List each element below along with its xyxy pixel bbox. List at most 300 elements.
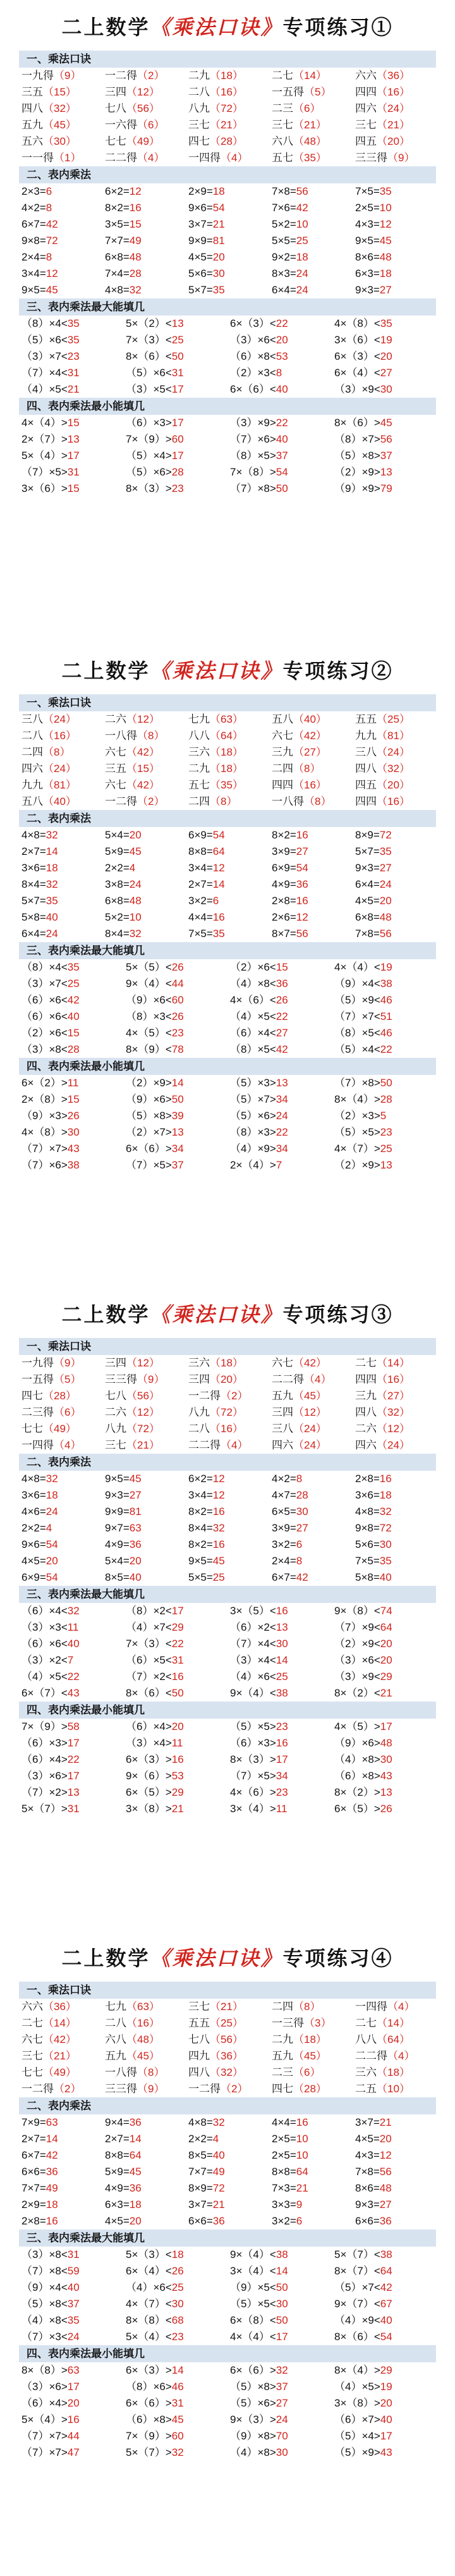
- answer-text: 13: [171, 1126, 184, 1138]
- problem-item: [228, 1652, 332, 1669]
- answer-text: 42: [296, 202, 308, 214]
- problem-text: 7×5=: [355, 1555, 380, 1567]
- answer-text: 27: [379, 2199, 392, 2211]
- problem-item: [186, 1388, 269, 1404]
- problem-item: [19, 381, 123, 398]
- answer-text: （18）: [210, 1357, 243, 1369]
- problem-item: [186, 101, 269, 117]
- problem-item: [332, 332, 436, 348]
- problem-item: [186, 1504, 269, 1520]
- problem-text: 9×2=: [272, 251, 296, 263]
- answer-text: 38: [380, 2248, 392, 2260]
- answer-text: （12）: [126, 1357, 160, 1369]
- problem-text: （7）×8>: [230, 482, 276, 494]
- answer-text: 45: [212, 1555, 225, 1567]
- problem-item: [123, 365, 228, 381]
- answer-text: 16: [212, 911, 225, 923]
- answer-text: 40: [379, 1571, 392, 1583]
- problem-item: [19, 1141, 123, 1157]
- problem-item: [228, 1157, 332, 1174]
- answer-text: 32: [276, 2364, 288, 2376]
- problem-item: [186, 1569, 269, 1586]
- problem-text: 6×9=: [188, 829, 213, 841]
- problem-item: [269, 1999, 353, 2015]
- answer-text: 40: [380, 2413, 392, 2426]
- problem-item: [332, 1636, 436, 1652]
- problem-item: [228, 1685, 332, 1702]
- problem-item: [332, 1669, 436, 1685]
- answer-text: （24）: [293, 1423, 327, 1435]
- problem-text: 二六: [105, 713, 126, 725]
- answer-text: 59: [67, 2265, 80, 2277]
- problem-item: [19, 926, 102, 942]
- problem-item: [19, 1652, 123, 1669]
- problem-item: [19, 2147, 102, 2164]
- answer-text: 50: [276, 2281, 288, 2293]
- problem-item: [19, 1471, 102, 1487]
- answer-text: 23: [380, 1126, 392, 1138]
- problem-text: （8）×5<: [230, 1043, 276, 1055]
- problem-text: 2×3=: [21, 185, 46, 197]
- problem-text: 8×2=: [188, 1506, 213, 1518]
- problem-item: [353, 2064, 436, 2081]
- problem-item: [269, 2032, 353, 2048]
- answer-text: 51: [380, 1010, 392, 1022]
- problem-item: [19, 216, 102, 233]
- problem-text: （2）×9>: [126, 1077, 172, 1089]
- problem-text: 4×5=: [21, 1555, 46, 1567]
- problem-text: 4×（4）<: [230, 2331, 276, 2343]
- worksheet-2: [0, 644, 455, 1287]
- problem-item: [123, 2395, 228, 2412]
- title-topic: 《乘法口诀》: [150, 15, 283, 39]
- answer-text: 13: [380, 466, 392, 478]
- answer-text: （20）: [377, 135, 410, 147]
- problem-text: 8×8=: [105, 2149, 130, 2161]
- problem-item: [269, 909, 353, 926]
- problem-item: [269, 2197, 353, 2213]
- answer-text: 16: [171, 1671, 184, 1683]
- problem-item: [19, 2263, 123, 2279]
- answer-text: 20: [379, 895, 392, 907]
- problem-text: （9）×4<: [21, 2281, 68, 2293]
- problem-text: 8×（8）<: [126, 2314, 172, 2326]
- problem-item: [102, 2048, 186, 2064]
- problem-text: 9×（3）>: [230, 2413, 276, 2426]
- problem-text: （2）×7>: [126, 1126, 172, 1138]
- problem-item: [123, 1685, 228, 1702]
- answer-text: 40: [380, 2314, 392, 2326]
- problem-item: [123, 316, 228, 332]
- problem-text: 六七: [105, 779, 126, 791]
- problem-item: [269, 1471, 353, 1487]
- answer-text: 40: [276, 383, 288, 395]
- answer-text: （27）: [293, 746, 327, 758]
- answer-text: 12: [46, 267, 58, 279]
- problem-text: （6）×2<: [230, 1621, 276, 1633]
- problem-item: [228, 1009, 332, 1025]
- answer-text: 22: [276, 417, 288, 429]
- answer-text: 16: [296, 829, 308, 841]
- problem-text: 5×（4）<: [126, 2331, 172, 2343]
- problem-item: [269, 761, 353, 777]
- problem-item: [228, 464, 332, 481]
- answer-text: 25: [67, 978, 80, 990]
- title-topic: 《乘法口诀》: [150, 1303, 283, 1327]
- problem-item: [123, 1075, 228, 1091]
- answer-text: 28: [129, 267, 142, 279]
- problem-item: [228, 1636, 332, 1652]
- problem-item: [332, 1124, 436, 1141]
- answer-text: 15: [129, 218, 142, 230]
- problem-text: 6×（8）<: [230, 2314, 276, 2326]
- answer-text: 54: [212, 829, 225, 841]
- problem-text: 2×2=: [105, 862, 130, 874]
- answer-text: 64: [380, 1621, 392, 1633]
- answer-text: 20: [129, 1555, 142, 1567]
- answer-text: 50: [276, 482, 288, 494]
- answer-text: （9）: [54, 70, 82, 82]
- problem-text: 三七: [272, 119, 293, 131]
- answer-text: 31: [67, 466, 80, 478]
- problem-text: 四六: [355, 102, 377, 114]
- problem-item: [19, 1719, 123, 1735]
- problem-item: [228, 1075, 332, 1091]
- problem-text: （5）×9>: [334, 2446, 380, 2458]
- answer-text: （12）: [126, 1406, 160, 1418]
- answer-text: 28: [296, 1489, 308, 1501]
- problem-item: [186, 2164, 269, 2180]
- answer-text: （45）: [43, 119, 76, 131]
- problem-item: [19, 1487, 102, 1504]
- answer-text: 50: [171, 1093, 184, 1105]
- problem-item: [269, 249, 353, 266]
- problem-text: 6×4=: [21, 928, 46, 940]
- answer-text: 13: [380, 1159, 392, 1171]
- answer-text: 35: [67, 2314, 80, 2326]
- answer-text: （4）: [137, 152, 165, 164]
- problem-item: [123, 1009, 228, 1025]
- answer-text: （32）: [377, 1406, 410, 1418]
- answer-text: （45）: [126, 2050, 160, 2062]
- problem-text: 6×（6）>: [126, 1143, 172, 1155]
- problem-item: [228, 316, 332, 332]
- problem-text: 8×2=: [188, 1538, 213, 1550]
- answer-text: 34: [171, 1143, 184, 1155]
- answer-text: （56）: [126, 102, 160, 114]
- answer-text: 32: [129, 284, 142, 296]
- problem-item: [102, 1520, 186, 1536]
- answer-text: 29: [171, 1621, 184, 1633]
- answer-text: 64: [296, 2166, 308, 2178]
- problem-item: [269, 744, 353, 761]
- problem-text: 4×3=: [355, 2149, 380, 2161]
- problem-item: [228, 2412, 332, 2428]
- answer-text: 8: [296, 1473, 303, 1485]
- answer-text: 36: [129, 2116, 142, 2128]
- answer-text: （42）: [293, 730, 327, 742]
- answer-text: 19: [380, 2381, 392, 2393]
- answer-text: 18: [379, 1489, 392, 1501]
- problem-item: [102, 200, 186, 216]
- problem-text: 七八: [105, 1390, 126, 1402]
- answer-text: 27: [296, 845, 308, 857]
- problem-item: [269, 728, 353, 744]
- problem-text: 8×5=: [188, 2149, 213, 2161]
- problem-text: 9×5=: [355, 235, 380, 247]
- problem-item: [19, 2180, 102, 2197]
- problem-text: （3）×9>: [230, 417, 276, 429]
- problem-item: [228, 1603, 332, 1619]
- problem-item: [19, 1504, 102, 1520]
- problem-item: [102, 101, 186, 117]
- problem-text: 2×5=: [272, 2133, 296, 2145]
- problem-text: 七七: [21, 2066, 43, 2078]
- problem-item: [353, 2032, 436, 2048]
- problem-item: [102, 2131, 186, 2147]
- answer-text: 16: [67, 2413, 80, 2426]
- problem-text: （5）×5<: [230, 2298, 276, 2310]
- problem-text: 8×2=: [272, 829, 296, 841]
- answer-text: 45: [129, 845, 142, 857]
- problem-text: 七九: [188, 713, 210, 725]
- answer-text: 46: [380, 1027, 392, 1039]
- answer-text: 22: [276, 1126, 288, 1138]
- problem-text: 3×4=: [188, 862, 213, 874]
- problem-item: [123, 1041, 228, 1058]
- problem-text: 三六: [188, 1357, 210, 1369]
- problem-text: 4×7=: [272, 1489, 296, 1501]
- problem-item: [353, 1371, 436, 1388]
- answer-text: 16: [46, 2215, 58, 2227]
- problem-item: [228, 2279, 332, 2296]
- problem-text: 5×（7）>: [21, 1803, 68, 1815]
- answer-text: 42: [67, 994, 80, 1006]
- answer-text: 20: [67, 2397, 80, 2409]
- answer-text: 40: [46, 911, 58, 923]
- problem-item: [269, 893, 353, 909]
- problem-text: （3）×2<: [21, 1654, 68, 1666]
- answer-text: 32: [379, 1506, 392, 1518]
- answer-text: 58: [67, 1720, 80, 1733]
- problem-grid: [19, 1603, 436, 1702]
- problem-item: [269, 1371, 353, 1388]
- problem-text: 三七: [188, 119, 210, 131]
- answer-text: 20: [380, 1654, 392, 1666]
- problem-item: [269, 827, 353, 843]
- problem-text: 8×6=: [355, 251, 380, 263]
- problem-text: 8×8=: [272, 2166, 296, 2178]
- problem-text: （5）×6>: [230, 1110, 276, 1122]
- problem-grid: [19, 1719, 436, 1817]
- problem-text: 9×8=: [355, 1522, 380, 1534]
- answer-text: 13: [67, 1786, 80, 1798]
- problem-item: [19, 448, 123, 464]
- problem-item: [186, 1487, 269, 1504]
- section-heading: 一、乘法口诀: [19, 1338, 436, 1355]
- problem-item: [269, 233, 353, 249]
- problem-text: 一一得: [21, 152, 54, 164]
- problem-text: （5）×5>: [230, 1720, 276, 1733]
- problem-item: [332, 2395, 436, 2412]
- problem-item: [186, 282, 269, 298]
- problem-text: 2×2=: [188, 2133, 213, 2145]
- problem-text: 4×（4）<: [334, 961, 380, 973]
- problem-text: 8×（6）<: [126, 1687, 172, 1699]
- answer-text: 29: [380, 2364, 392, 2376]
- problem-item: [332, 1768, 436, 1784]
- problem-item: [102, 2147, 186, 2164]
- problem-text: （4）×8>: [230, 2446, 276, 2458]
- problem-text: （7）×4<: [230, 1638, 276, 1650]
- problem-item: [186, 1520, 269, 1536]
- problem-text: （6）×6<: [21, 1010, 68, 1022]
- answer-text: 12: [379, 218, 392, 230]
- problem-item: [19, 2131, 102, 2147]
- problem-text: 2×8=: [355, 1473, 380, 1485]
- answer-text: 8: [296, 1555, 303, 1567]
- answer-text: （36）: [377, 70, 410, 82]
- problem-item: [186, 150, 269, 166]
- problem-item: [269, 1437, 353, 1454]
- answer-text: 43: [380, 1770, 392, 1782]
- problem-text: 4×8=: [105, 284, 130, 296]
- problem-text: （4）×5<: [230, 1010, 276, 1022]
- problem-item: [19, 2312, 123, 2329]
- answer-text: 30: [380, 383, 392, 395]
- problem-item: [19, 2048, 102, 2064]
- problem-text: 四六: [21, 763, 43, 775]
- problem-text: 二七: [272, 70, 293, 82]
- problem-item: [332, 1075, 436, 1091]
- answer-text: 19: [380, 961, 392, 973]
- problem-item: [19, 84, 102, 101]
- answer-text: （6）: [54, 1406, 82, 1418]
- answer-text: 60: [171, 2430, 184, 2442]
- problem-text: （6）×3>: [21, 1737, 68, 1749]
- answer-text: 35: [379, 185, 392, 197]
- problem-text: 六八: [272, 135, 293, 147]
- answer-text: （49）: [43, 2066, 76, 2078]
- answer-text: 17: [67, 2381, 80, 2393]
- problem-text: 8×（6）<: [334, 2331, 380, 2343]
- problem-item: [19, 2279, 123, 2296]
- problem-text: 8×（8）>: [21, 2364, 68, 2376]
- title-prefix: 二上数学: [61, 1303, 150, 1327]
- answer-text: 43: [67, 1143, 80, 1155]
- answer-text: 30: [171, 2298, 184, 2310]
- answer-text: （42）: [43, 2033, 76, 2045]
- problem-item: [228, 992, 332, 1009]
- answer-text: 20: [212, 251, 225, 263]
- problem-text: 9×6=: [21, 1538, 46, 1550]
- problem-text: （2）×9>: [334, 466, 380, 478]
- problem-item: [228, 431, 332, 448]
- title-prefix: 二上数学: [61, 15, 150, 39]
- problem-grid: [19, 1471, 436, 1586]
- problem-text: 二三: [272, 102, 293, 114]
- section-3: [19, 1586, 436, 1702]
- answer-text: 23: [171, 482, 184, 494]
- answer-text: 31: [171, 367, 184, 379]
- answer-text: 14: [212, 878, 225, 890]
- problem-item: [228, 1619, 332, 1636]
- problem-item: [19, 249, 102, 266]
- answer-text: （16）: [210, 1423, 243, 1435]
- answer-text: 32: [212, 2116, 225, 2128]
- problem-item: [186, 84, 269, 101]
- problem-item: [123, 415, 228, 431]
- answer-text: 38: [276, 1687, 288, 1699]
- worksheet-3: [0, 1287, 455, 1931]
- problem-text: 6×（3）<: [334, 350, 380, 362]
- problem-item: [353, 84, 436, 101]
- problem-item: [19, 150, 102, 166]
- problem-item: [123, 448, 228, 464]
- problem-item: [123, 1108, 228, 1124]
- problem-text: 6×8=: [105, 251, 130, 263]
- problem-item: [186, 1371, 269, 1388]
- answer-text: 38: [67, 1159, 80, 1171]
- problem-text: （8）×4<: [21, 317, 68, 329]
- problem-item: [332, 1652, 436, 1669]
- problem-text: 4×9=: [105, 2182, 130, 2194]
- problem-text: （8）×5<: [334, 1027, 380, 1039]
- problem-text: 9×5=: [21, 284, 46, 296]
- problem-text: 4×2=: [21, 202, 46, 214]
- problem-item: [353, 249, 436, 266]
- problem-text: （4）×8>: [334, 1753, 380, 1765]
- problem-grid: [19, 711, 436, 810]
- answer-text: 36: [296, 878, 308, 890]
- problem-text: 二八: [21, 730, 43, 742]
- problem-item: [186, 761, 269, 777]
- problem-text: 四八: [355, 763, 377, 775]
- problem-text: 一四得: [355, 2001, 387, 2013]
- problem-item: [228, 2428, 332, 2444]
- problem-text: （7）×2>: [21, 1786, 68, 1798]
- problem-text: 8×7=: [272, 928, 296, 940]
- problem-grid: [19, 2114, 436, 2229]
- problem-item: [269, 1504, 353, 1520]
- problem-item: [332, 448, 436, 464]
- problem-text: 7×7=: [105, 235, 130, 247]
- problem-text: 8×（4）>: [334, 1093, 380, 1105]
- problem-text: （7）×7>: [21, 2430, 68, 2442]
- answer-text: （49）: [126, 135, 160, 147]
- answer-text: （15）: [126, 763, 160, 775]
- answer-text: 32: [67, 1605, 80, 1617]
- answer-text: （4）: [54, 1439, 82, 1451]
- problem-item: [19, 992, 123, 1009]
- title-topic: 《乘法口诀》: [150, 659, 283, 683]
- problem-text: 二七: [355, 1357, 377, 1369]
- problem-item: [228, 2395, 332, 2412]
- problem-item: [19, 2213, 102, 2229]
- problem-text: 5×9=: [105, 845, 130, 857]
- answer-text: 35: [67, 317, 80, 329]
- answer-text: （4）: [221, 152, 248, 164]
- problem-text: （5）×8>: [126, 1110, 172, 1122]
- problem-item: [19, 711, 102, 728]
- problem-text: 三六: [355, 2066, 377, 2078]
- problem-text: （9）×8>: [230, 2430, 276, 2442]
- problem-text: （3）×3<: [21, 1621, 68, 1633]
- answer-text: 36: [276, 978, 288, 990]
- answer-text: 20: [171, 1720, 184, 1733]
- answer-text: 14: [46, 845, 58, 857]
- problem-text: 二五: [355, 2083, 377, 2095]
